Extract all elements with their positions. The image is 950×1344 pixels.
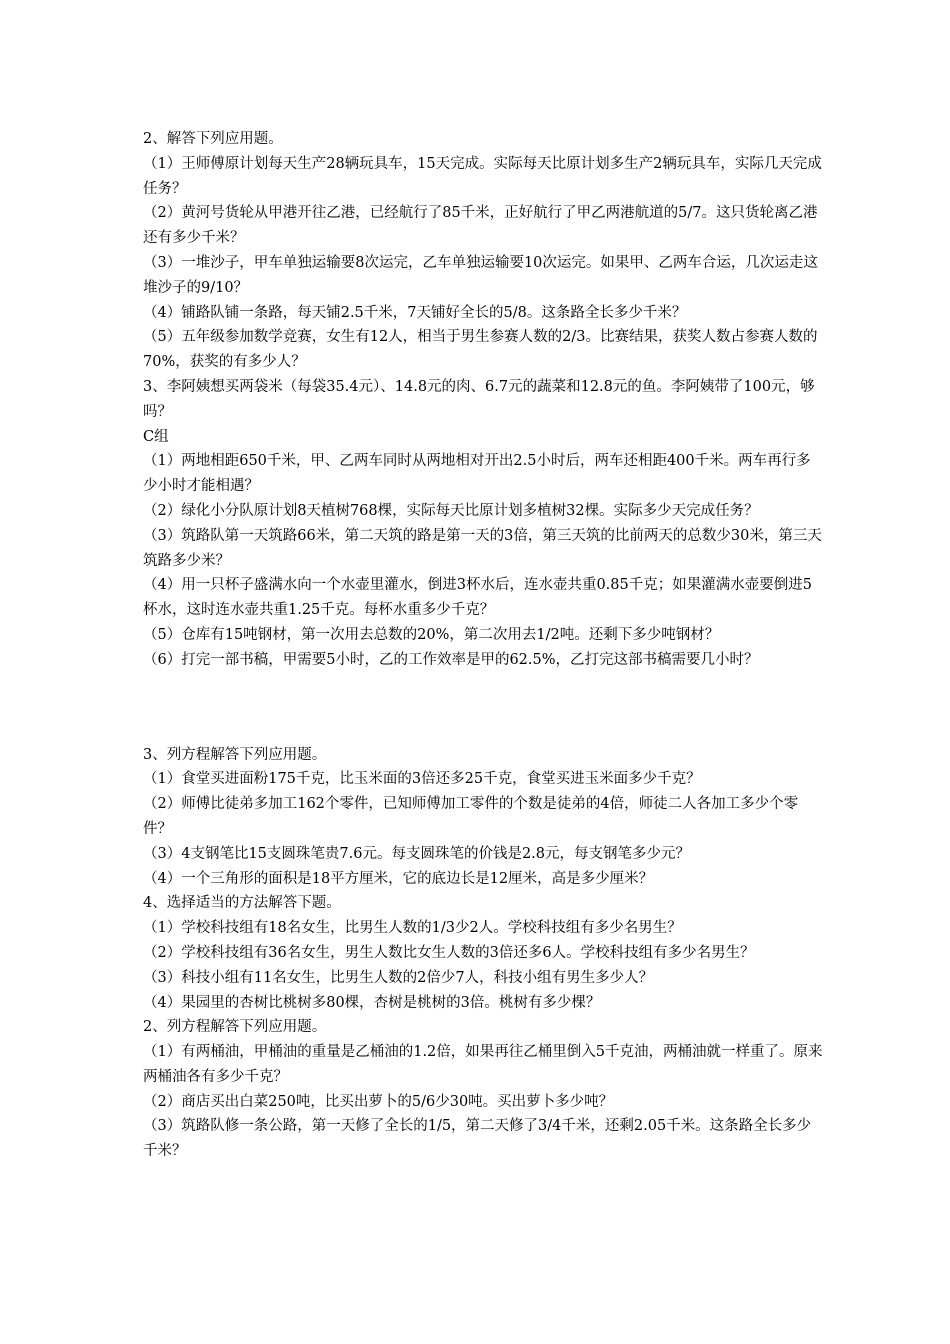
- problem-item: （4）一个三角形的面积是18平方厘米，它的底边长是12厘米，高是多少厘米？: [143, 870, 654, 887]
- problem-item: （4）用一只杯子盛满水向一个水壶里灌水，倒进3杯水后，连水壶共重0.85千克；如果灌满水壶要倒进5杯水，这时连水壶共重1.25千克。每杯水重多少千克？: [143, 577, 812, 619]
- problem-item: （3）4支钢笔比15支圆珠笔贵7.6元。每支圆珠笔的价钱是2.8元，每支钢笔多少元？: [143, 845, 691, 862]
- problem-item: （1）食堂买进面粉175千克，比玉米面的3倍还多25千克，食堂买进玉米面多少千克？: [143, 771, 701, 788]
- problem-item: （6）打完一部书稿，甲需要5小时，乙的工作效率是甲的62.5%，乙打完这部书稿需要几小时？: [143, 651, 759, 668]
- document-page: [143, 127, 823, 1164]
- blank-gap: [143, 673, 823, 743]
- problem-item: （1）学校科技组有18名女生，比男生人数的1/3少2人。学校科技组有多少名男生？: [143, 920, 682, 937]
- problem-item: （2）师傅比徒弟多加工162个零件，已知师傅加工零件的个数是徒弟的4倍，师徒二人各加工多少个零件？: [143, 796, 799, 837]
- problem-item: （1）两地相距650千米，甲、乙两车同时从两地相对开出2.5小时后，两车还相距400千米。两车再行多少小时才能相遇？: [143, 453, 811, 495]
- problem-item: （4）铺路队铺一条路，每天铺2.5千米，7天铺好全长的5/8。这条路全长多少千米？: [143, 304, 687, 321]
- section-heading: 2、解答下列应用题。: [143, 131, 283, 147]
- problem-item: （2）黄河号货轮从甲港开往乙港，已经航行了85千米，正好航行了甲乙两港航道的5/7。这只货轮离乙港还有多少千米？: [143, 205, 818, 247]
- problem-item: （2）商店买出白菜250吨，比买出萝卜的5/6少30吨。买出萝卜多少吨？: [143, 1093, 614, 1110]
- problem-item: （2）绿化小分队原计划8天植树768棵，实际每天比原计划多植树32棵。实际多少天完成任务？: [143, 502, 759, 519]
- problem-item: （3）筑路队第一天筑路66米，第二天筑的路是第一天的3倍，第三天筑的比前两天的总数少30米，第三天筑路多少米？: [143, 527, 822, 569]
- problem-item: （5）五年级参加数学竞赛，女生有12人，相当于男生参赛人数的2/3。比赛结果，获奖人数占参赛人数的70%，获奖的有多少人？: [143, 329, 818, 371]
- section-heading: 3、李阿姨想买两袋米（每袋35.4元）、14.8元的肉、6.7元的蔬菜和12.8元的鱼。李阿姨带了100元，够吗？: [143, 378, 815, 420]
- problem-item: （5）仓库有15吨钢材，第一次用去总数的20%，第二次用去1/2吨。还剩下多少吨钢材？: [143, 626, 720, 643]
- section-heading: C组: [143, 428, 169, 445]
- problem-item: （3）筑路队修一条公路，第一天修了全长的1/5，第二天修了3/4千米，还剩2.05千米。这条路全长多少千米？: [143, 1118, 812, 1160]
- problem-item: （2）学校科技组有36名女生，男生人数比女生人数的3倍还多6人。学校科技组有多少名男生？: [143, 944, 755, 961]
- problem-item: （3）一堆沙子，甲车单独运输要8次运完，乙车单独运输要10次运完。如果甲、乙两车合运，几次运走这堆沙子的9/10？: [143, 254, 818, 296]
- problem-item: （1）有两桶油，甲桶油的重量是乙桶油的1.2倍，如果再往乙桶里倒入5千克油，两桶油就一样重了。原来两桶油各有多少千克？: [143, 1044, 823, 1085]
- problem-item: （1）王师傅原计划每天生产28辆玩具车，15天完成。实际每天比原计划多生产2辆玩具车，实际几天完成任务？: [143, 155, 822, 197]
- section-heading: 2、列方程解答下列应用题。: [143, 1019, 327, 1036]
- problem-item: （4）果园里的杏树比桃树多80棵，杏树是桃树的3倍。桃树有多少棵？: [143, 994, 601, 1011]
- problem-item: （3）科技小组有11名女生，比男生人数的2倍少7人，科技小组有男生多少人？: [143, 969, 654, 986]
- section-heading: 4、选择适当的方法解答下题。: [143, 895, 341, 912]
- section-heading: 3、列方程解答下列应用题。: [143, 746, 327, 763]
